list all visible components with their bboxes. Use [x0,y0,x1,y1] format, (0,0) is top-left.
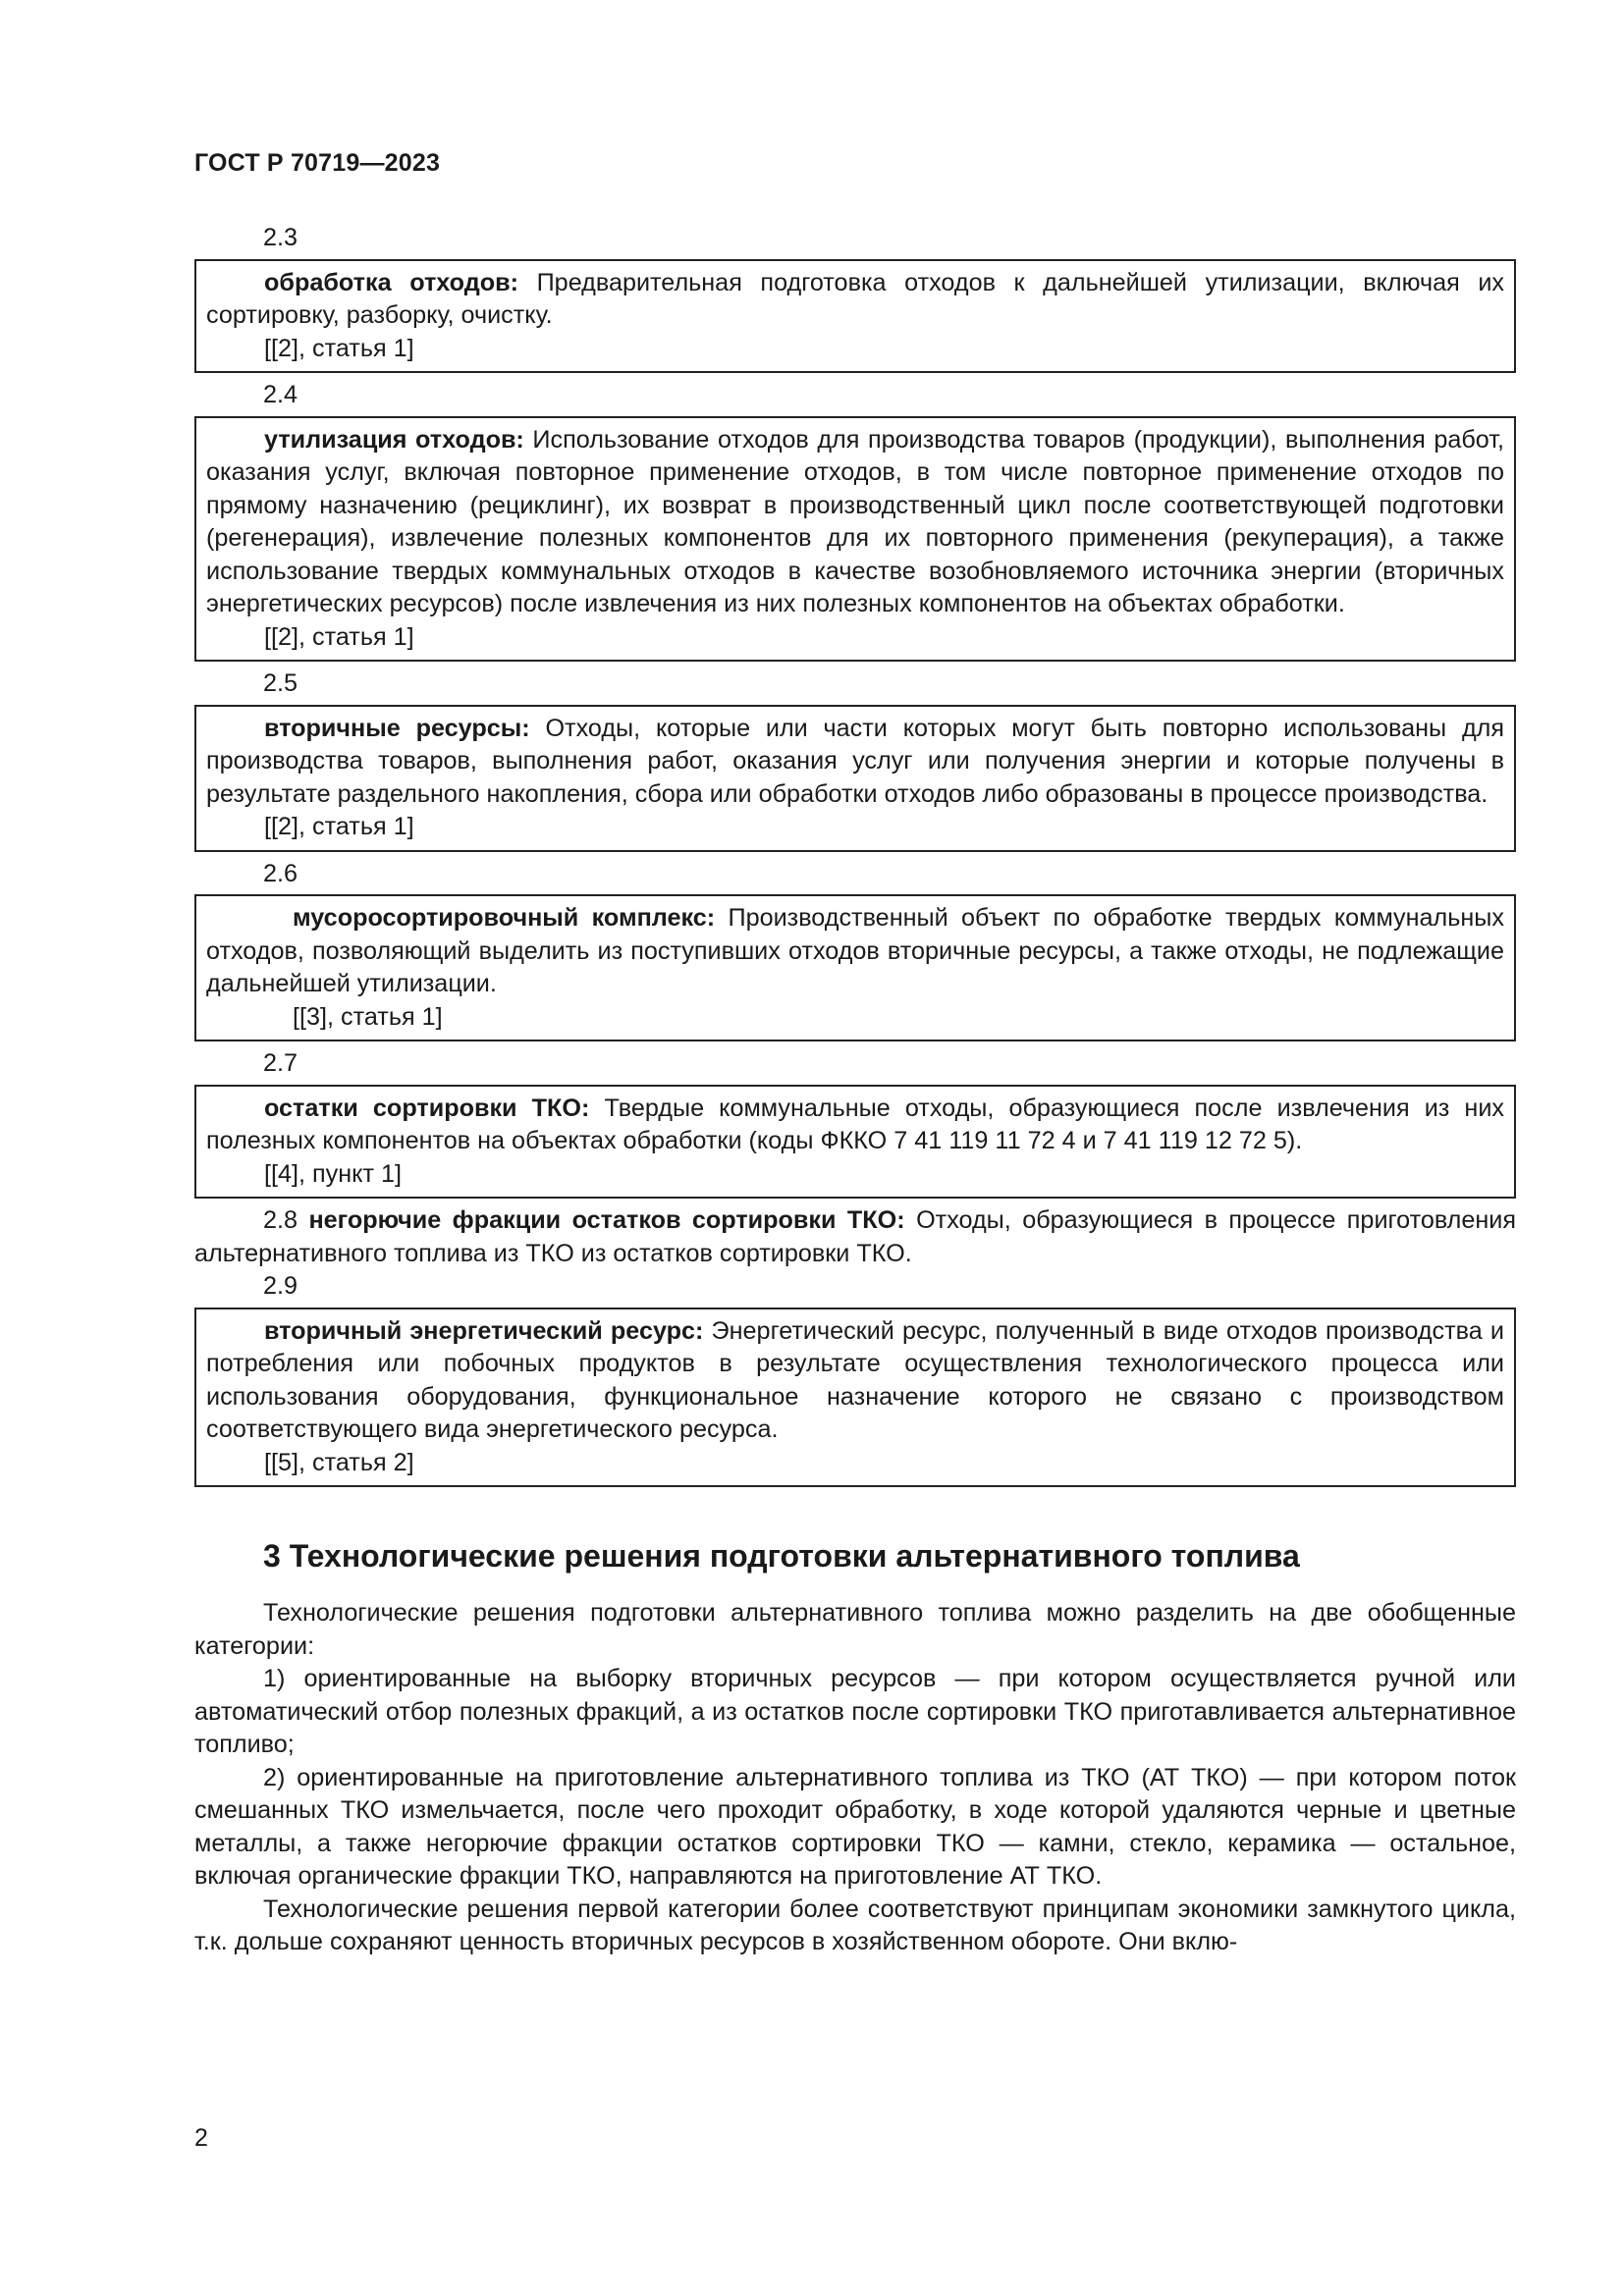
term-source: [[2], статья 1] [264,622,414,651]
document-body [194,222,1516,1959]
term-number: 2.4 [263,381,298,408]
term-name: остатки сортировки ТКО: [264,1094,590,1122]
term-source: [[3], статья 1] [293,1002,443,1031]
term-text: Предварительная подготовка отходов к дальнейшей утилизации, включая их сортировку, разборку, очистку. [206,268,1505,329]
term-definition [206,267,1504,333]
page-number: 2 [194,2124,208,2152]
term-box [194,1085,1516,1200]
term-name: утилизация отходов: [264,425,524,454]
term-definition [206,424,1504,621]
term-source: [[4], пункт 1] [264,1159,402,1188]
term-source: [[2], статья 1] [264,334,414,362]
term-source: [[5], статья 2] [264,1448,414,1476]
term-definition [206,902,1504,1001]
document-header: ГОСТ Р 70719—2023 [194,149,441,177]
term-text: Твердые коммунальные отходы, образующиеся после извлечения из них полезных компонентов на объектах обработки (коды ФККО 7 41 119 11 72 4 и 7 41 119 12 72 5). [206,1094,1504,1154]
paragraph: Технологические решения подготовки альтернативного топлива можно разделить на две обобщенные категории: [194,1599,1516,1660]
term-text: Отходы, образующиеся в процессе приготовления альтернативного топлива из ТКО из остатков сортировки ТКО. [194,1206,1516,1267]
term-box [194,1308,1516,1488]
term-number: 2.5 [263,669,298,697]
term-number: 2.9 [263,1272,298,1300]
term-number: 2.8 [263,1206,298,1234]
term-text: Энергетический ресурс, полученный в виде отходов производства и потребления или побочных продуктов в результате осуществления технологического процесса или использования оборудования, функциональное назначение которого не связано с производством соответствующего вида энергетического ресурса. [206,1316,1504,1443]
term-box [194,259,1516,374]
term-name: мусоросортировочный комплекс: [293,904,716,932]
term-text: Использование отходов для производства товаров (продукции), выполнения работ, оказания услуг, включая повторное применение отходов, в том числе повторное применение отходов по прямому назначению (рециклинг), их возврат в производственный цикл после соответствующей подготовки (регенерация), извлечение полезных компонентов для их повторного применения (рекуперация), а также использование твердых коммунальных отходов в качестве возобновляемого источника энергии (вторичных энергетических ресурсов) после извлечения из них полезных компонентов на объектах обработки. [206,425,1504,617]
term-definition-plain [194,1204,1516,1270]
term-source: [[2], статья 1] [264,813,414,840]
term-name: негорючие фракции остатков сортировки ТКО: [308,1206,905,1234]
paragraph: 2) ориентированные на приготовление альтернативного топлива из ТКО (АТ ТКО) — при котором поток смешанных ТКО измельчается, после чего проходит обработку, в ходе которой удаляются черные и цветные металлы, а также негорючие фракции остатков сортировки ТКО — камни, стекло, керамика — остальное, включая органические фракции ТКО, направляются на приготовление АТ ТКО. [194,1763,1516,1890]
term-definition [206,713,1504,812]
term-text: Отходы, которые или части которых могут быть повторно использованы для производства товаров, выполнения работ, оказания услуг или получения энергии и которые получены в результате раздельного накопления, сбора или обработки отходов либо образованы в процессе производства. [206,714,1504,808]
term-name: обработка отходов: [264,268,518,296]
paragraph: Технологические решения первой категории более соответствуют принципам экономики замкнутого цикла, т.к. дольше сохраняют ценность вторичных ресурсов в хозяйственном обороте. Они вклю- [194,1895,1516,1955]
term-box [194,894,1516,1041]
term-name: вторичный энергетический ресурс: [264,1316,704,1345]
section-title: 3 Технологические решения подготовки альтернативного топлива [263,1538,1300,1574]
term-box [194,705,1516,852]
term-text: Производственный объект по обработке твердых коммунальных отходов, позволяющий выделить из поступивших отходов вторичные ресурсы, а также отходы, не подлежащие дальнейшей утилизации. [206,904,1504,997]
paragraph: 1) ориентированные на выборку вторичных ресурсов — при котором осуществляется ручной или автоматический отбор полезных фракций, а из остатков после сортировки ТКО приготавливается альтернативное топливо; [194,1665,1516,1758]
term-name: вторичные ресурсы: [264,714,530,742]
term-definition [206,1093,1504,1158]
term-number: 2.3 [263,224,298,251]
term-definition [206,1315,1504,1447]
term-number: 2.7 [263,1049,298,1077]
term-box [194,416,1516,663]
term-number: 2.6 [263,859,298,887]
